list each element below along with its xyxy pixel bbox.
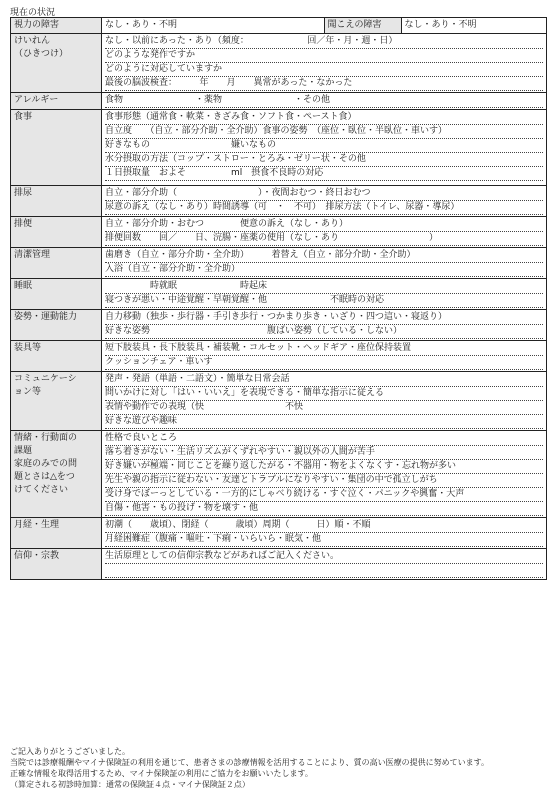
field-line[interactable]: なし・以前にあった・あり（頻度： 回／年・月・週・日）: [105, 35, 543, 49]
row-label-text: アレルギー: [14, 95, 59, 105]
row-label: [11, 93, 102, 110]
row-label: [11, 34, 102, 93]
hearing-options[interactable]: なし・あり・不明: [404, 20, 477, 30]
row-value[interactable]: [102, 217, 547, 248]
row-label: [11, 18, 102, 34]
field-line[interactable]: 好きなもの 嫌いなもの: [105, 139, 543, 153]
field-line[interactable]: 初潮（ 歳頃）、閉経（ 歳頃）周期（ 日）順・不順: [105, 519, 543, 533]
row-label: [11, 248, 102, 279]
field-line[interactable]: 最後の脳波検査： 年 月 異常があった・なかった: [105, 77, 543, 91]
row-value[interactable]: [102, 18, 547, 34]
field-line[interactable]: どのように対応していますか: [105, 63, 543, 77]
field-line[interactable]: 表情や動作での表現（快 不快: [105, 401, 543, 415]
row-value[interactable]: [102, 186, 547, 217]
field-line[interactable]: 自立・部分介助・おむつ 便意の訴え（なし・あり）: [105, 218, 543, 232]
footer-line: 当院では診療報酬やマイナ保険証の利用を通じて、患者さまの診療情報を活用することにより、質の高い医療の提供に努めています。: [10, 758, 490, 767]
row-value[interactable]: [102, 110, 547, 186]
row-label: [11, 518, 102, 549]
row-label-text: 食事: [14, 112, 33, 122]
row-label-text: 課題: [14, 446, 33, 456]
field-line[interactable]: 水分摂取の方法（コップ・ストロー・とろみ・ゼリー状・その他: [105, 153, 543, 167]
row-value[interactable]: [102, 372, 547, 431]
field-line[interactable]: 性格で良いところ: [105, 432, 543, 446]
row-label-text: コミュニケーシ: [14, 374, 77, 384]
row-value[interactable]: [102, 248, 547, 279]
field-line[interactable]: 自立度 （自立・部分介助・全介助）食事の姿勢 （座位・臥位・半臥位・車いす）: [105, 125, 543, 139]
field-line[interactable]: 自傷・他害・もの投げ・物を壊す・他: [105, 502, 543, 516]
row-label: [11, 110, 102, 186]
form-row: [11, 341, 547, 372]
field-line[interactable]: 自力移動（独歩・歩行器・手引き歩行・つかまり歩き・いざり・四つ這い・寝返り）: [105, 311, 543, 325]
field-line[interactable]: 時就眠 時起床: [105, 280, 543, 294]
row-label-text: 月経・生理: [14, 520, 60, 530]
row-label-text: けいれん: [14, 36, 51, 46]
row-value[interactable]: [102, 518, 547, 549]
vision-options[interactable]: なし・あり・不明: [102, 18, 324, 33]
field-line[interactable]: 月経困難症（腹痛・嘔吐・下痢・いらいら・眠気・他: [105, 533, 543, 547]
form-row: [11, 372, 547, 431]
field-line[interactable]: 問いかけに対し「はい・いいえ」を表現できる・簡単な指示に従える: [105, 387, 543, 401]
row-value[interactable]: [102, 341, 547, 372]
form-row: [11, 248, 547, 279]
row-value[interactable]: [102, 279, 547, 310]
row-label-text: 排便: [14, 219, 33, 229]
row-label-text: 姿勢・運動能力: [14, 312, 78, 322]
row-value[interactable]: [102, 34, 547, 93]
form-row: [11, 431, 547, 518]
field-line[interactable]: 好きな遊びや趣味: [105, 415, 543, 429]
field-line[interactable]: 発声・発語（単語・二語文）・簡単な日常会話: [105, 373, 543, 387]
field-line[interactable]: 受け身でぼーっとしている・一方的にしゃべり続ける・すぐ泣く・パニックや興奮・大声: [105, 488, 543, 502]
form-row: [11, 518, 547, 549]
row-label-text: けてください: [14, 485, 69, 495]
field-line[interactable]: 排便回数 回／ 日、浣腸・座薬の使用（なし・あり ）: [105, 232, 543, 246]
form-row: [11, 310, 547, 341]
field-line[interactable]: 自立・部分介助（ ）・夜間おむつ・終日おむつ: [105, 187, 543, 201]
form-row: [11, 549, 547, 580]
row-label-text: 装具等: [14, 343, 42, 353]
field-line[interactable]: 好き嫌いが極端・同じことを繰り返したがる・不器用・物をよくなくす・忘れ物が多い: [105, 460, 543, 474]
field-line[interactable]: 入浴（自立・部分介助・全介助）: [105, 263, 543, 277]
form-row: [11, 34, 547, 93]
field-line[interactable]: 寝つきが悪い・中途覚醒・早朝覚醒・他 不眠時の対応: [105, 294, 543, 308]
field-line[interactable]: 好きな姿勢 腹ばい姿勢（している・しない）: [105, 325, 543, 339]
hearing-label: 聞こえの障害: [324, 18, 401, 33]
row-label-text: 信仰・宗教: [14, 551, 60, 561]
row-label: [11, 372, 102, 431]
row-label-text: 家庭のみでの問: [14, 459, 78, 469]
row-label-text: 視力の障害: [14, 20, 60, 30]
field-line[interactable]: 食物 ・薬物 ・その他: [105, 94, 543, 108]
row-label: [11, 549, 102, 580]
field-line[interactable]: 落ち着きがない・生活リズムがくずれやすい・親以外の人間が苦手: [105, 446, 543, 460]
page-title: 現在の状況: [10, 8, 56, 18]
row-label: [11, 279, 102, 310]
field-line[interactable]: 歯磨き（自立・部分介助・全介助） 着替え（自立・部分介助・全介助）: [105, 249, 543, 263]
row-label: [11, 217, 102, 248]
field-line[interactable]: どのような発作ですか: [105, 49, 543, 63]
row-label-text: （ひきつけ）: [14, 49, 69, 59]
row-label-text: 題とさは△をつ: [14, 472, 75, 482]
field-line[interactable]: [105, 564, 543, 578]
row-label: [11, 431, 102, 518]
form-row: [11, 93, 547, 110]
form-row: [11, 18, 547, 34]
form-row: [11, 279, 547, 310]
row-label-text: 睡眠: [14, 281, 33, 291]
row-value[interactable]: [102, 549, 547, 580]
footer-line: （算定される初診時加算：通常の保険証４点・マイナ保険証２点）: [10, 780, 250, 789]
form-row: [11, 186, 547, 217]
row-label: [11, 186, 102, 217]
field-line[interactable]: 短下肢装具・長下肢装具・補装靴・コルセット・ヘッドギア・座位保持装置: [105, 342, 543, 356]
row-value[interactable]: [102, 93, 547, 110]
row-label-text: ョン等: [14, 387, 42, 397]
row-value[interactable]: [102, 310, 547, 341]
form-row: [11, 110, 547, 186]
field-line[interactable]: 先生や親の指示に従わない・友達とトラブルになりやすい・集団の中で孤立しがち: [105, 474, 543, 488]
status-form-table: [10, 17, 547, 580]
field-line[interactable]: クッションチェア・車いす: [105, 356, 543, 370]
row-label: [11, 341, 102, 372]
row-label-text: 情緒・行動面の: [14, 433, 78, 443]
field-line[interactable]: 生活原理としての信仰宗教などがあればご記入ください。: [105, 550, 543, 564]
row-value[interactable]: [102, 431, 547, 518]
field-line[interactable]: 尿意の訴え（なし・あり）時間誘導（可 ・ 不可） 排尿方法（トイレ、尿器・導尿）: [105, 201, 543, 215]
row-label: [11, 310, 102, 341]
row-label-text: 排尿: [14, 188, 33, 198]
field-line[interactable]: 食事形態（通常食・軟菜・きざみ食・ソフト食・ペースト食）: [105, 111, 543, 125]
form-row: [11, 217, 547, 248]
footer-line: ご記入ありがとうございました。: [10, 747, 130, 756]
row-label-text: 清潔管理: [14, 250, 51, 260]
footer-notes: [10, 746, 550, 790]
footer-line: 正確な情報を取得活用するため、マイナ保険証の利用にご協力をお願いいたします。: [10, 769, 313, 778]
field-line[interactable]: １日摂取量 およそ ml 摂食不良時の対応: [105, 167, 543, 181]
